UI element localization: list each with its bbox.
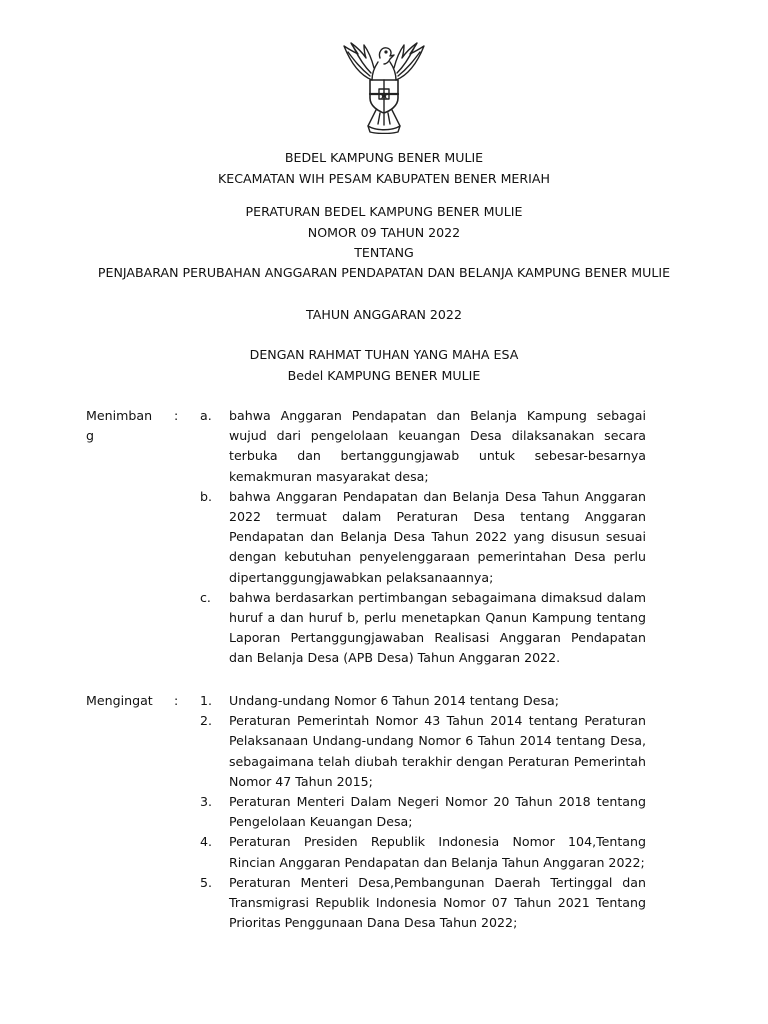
list-item xyxy=(200,832,646,872)
item-text: Peraturan Pemerintah Nomor 43 Tahun 2014 tentang Peraturan Pelaksanaan Undang-undang Nomor 6 Tahun 2014 tentang Desa, sebagaimana telah diubah terakhir dengan Peraturan Pemerintah Nomor 47 Tahun 2015; xyxy=(229,713,646,789)
item-text: bahwa berdasarkan pertimbangan sebagaimana dimaksud dalam huruf a dan huruf b, perlu menetapkan Qanun Kampung tentang Laporan Pertanggungjawaban Realisasi Anggaran Pendapatan dan Belanja Desa (APB Desa) Tahun Anggaran 2022. xyxy=(229,589,646,666)
item-text: bahwa Anggaran Pendapatan dan Belanja Desa Tahun Anggaran 2022 termuat dalam Peraturan Desa tentang Anggaran Pendapatan dan Belanja Desa Tahun 2022 yang disusun sesuai dengan kebutuhan penyelenggaraan pemerintahan Desa perlu dipertanggungjawabkan pelaksanaannya; xyxy=(229,488,646,585)
item-marker: 2. xyxy=(200,713,213,729)
list-item xyxy=(200,691,646,711)
item-text: bahwa Anggaran Pendapatan dan Belanja Kampung sebagai wujud dari pengelolaan keuangan Desa dilaksanakan secara terbuka dan bertanggungjawab untuk sebesar-besarnya kemakmuran masyarakat desa; xyxy=(229,408,646,484)
regulation-about: TENTANG xyxy=(354,245,414,260)
invocation-line-2: Bedel KAMPUNG BENER MULIE xyxy=(287,368,481,383)
header-line-2: KECAMATAN WIH PESAM KABUPATEN BENER MERIAH xyxy=(218,171,550,186)
regulation-number: NOMOR 09 TAHUN 2022 xyxy=(307,225,461,240)
invocation-line-1: DENGAN RAHMAT TUHAN YANG MAHA ESA xyxy=(249,347,519,362)
item-text: Peraturan Menteri Dalam Negeri Nomor 20 Tahun 2018 tentang Pengelolaan Keuangan Desa; xyxy=(229,794,646,830)
mengingat-label: Mengingat xyxy=(86,693,153,708)
list-item xyxy=(200,873,646,934)
item-text: Peraturan Menteri Desa,Pembangunan Daerah Tertinggal dan Transmigrasi Republik Indonesia Nomor 07 Tahun 2021 Tentang Prioritas Penggunaan Dana Desa Tahun 2022; xyxy=(229,874,646,931)
item-marker: 3. xyxy=(200,794,213,810)
mengingat-colon: : xyxy=(174,693,179,708)
item-marker: 4. xyxy=(200,834,213,850)
header-line-1: BEDEL KAMPUNG BENER MULIE xyxy=(284,150,484,165)
item-text: Peraturan Presiden Republik Indonesia Nomor 104,Tentang Rincian Anggaran Pendapatan dan Belanja Tahun Anggaran 2022; xyxy=(229,834,646,870)
mengingat-list xyxy=(200,691,646,933)
menimbang-list xyxy=(200,406,646,669)
garuda-emblem-icon xyxy=(334,40,434,134)
item-marker: a. xyxy=(200,408,212,423)
item-marker: b. xyxy=(200,488,212,504)
menimbang-colon: : xyxy=(174,408,179,423)
item-marker: c. xyxy=(200,589,211,605)
menimbang-label: Menimbang xyxy=(86,408,153,444)
item-marker: 5. xyxy=(200,874,213,890)
list-item xyxy=(200,588,646,669)
list-item xyxy=(200,711,646,792)
regulation-fiscal-year: TAHUN ANGGARAN 2022 xyxy=(306,307,462,322)
regulation-title: PERATURAN BEDEL KAMPUNG BENER MULIE xyxy=(245,204,523,219)
item-text: Undang-undang Nomor 6 Tahun 2014 tentang Desa; xyxy=(229,693,559,708)
item-marker: 1. xyxy=(200,693,213,708)
list-item xyxy=(200,792,646,832)
regulation-subject: PENJABARAN PERUBAHAN ANGGARAN PENDAPATAN DAN BELANJA KAMPUNG BENER MULIE xyxy=(97,265,671,280)
list-item xyxy=(200,487,646,588)
list-item xyxy=(200,406,646,487)
